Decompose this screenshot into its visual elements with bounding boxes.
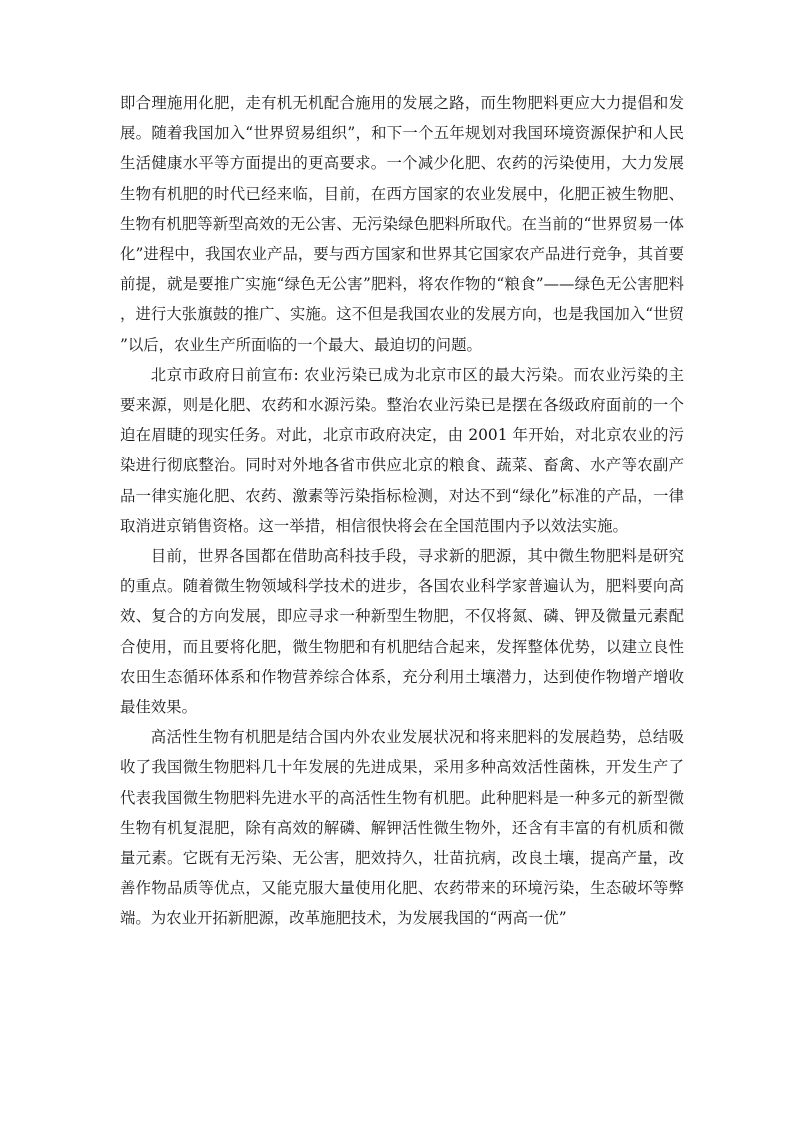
paragraph-beijing-pollution: 北京市政府日前宣布: 农业污染已成为北京市区的最大污染。而农业污染的主要来源，则是化肥、农药和水源污染。整治农业污染已是摆在各级政府面前的一个迫在眉睫的现实任务。对此，北京市政府决定，由 2001 年开始，对北京农业的污染进行彻底整治。同时对外地各省市供应北京的粮食、蔬菜、畜禽、水产等农副产品一律实施化肥、农药、激素等污染指标检测，对达不到“绿化”标准的产品，一律取消进京销售资格。这一举措，相信很快将会在全国范围内予以效法实施。 xyxy=(120,365,684,535)
document-body xyxy=(120,88,684,934)
paragraph-microbial-fertilizer: 目前，世界各国都在借助高科技手段，寻求新的肥源，其中微生物肥料是研究的重点。随着微生物领域科学技术的进步，各国农业科学家普遍认为，肥料要向高效、复合的方向发展，即应寻求一种新型生物肥，不仅将氮、磷、钾及微量元素配合使用，而且要将化肥，微生物肥和有机肥结合起来，发挥整体优势，以建立良性农田生态循环体系和作物营养综合体系，充分利用土壤潜力，达到使作物增产增收最佳效果。 xyxy=(120,547,684,717)
paragraph-continuation: 即合理施用化肥，走有机无机配合施用的发展之路，而生物肥料更应大力提倡和发展。随着我国加入“世界贸易组织”，和下一个五年规划对我国环境资源保护和人民生活健康水平等方面提出的更高要求。一个减少化肥、农药的污染使用，大力发展生物有机肥的时代已经来临，目前，在西方国家的农业发展中，化肥正被生物肥、生物有机肥等新型高效的无公害、无污染绿色肥料所取代。在当前的“世界贸易一体化”进程中，我国农业产品，要与西方国家和世界其它国家农产品进行竞争，其首要前提，就是要推广实施“绿色无公害”肥料，将农作物的“粮食”——绿色无公害肥料，进行大张旗鼓的推广、实施。这不但是我国农业的发展方向，也是我国加入“世贸”以后，农业生产所面临的一个最大、最迫切的问题。 xyxy=(120,94,684,354)
paragraph-bio-organic-fertilizer: 高活性生物有机肥是结合国内外农业发展状况和将来肥料的发展趋势，总结吸收了我国微生物肥料几十年发展的先进成果，采用多种高效活性菌株，开发生产了代表我国微生物肥料先进水平的高活性生物有机肥。此种肥料是一种多元的新型微生物有机复混肥，除有高效的解磷、解钾活性微生物外，还含有丰富的有机质和微量元素。它既有无污染、无公害，肥效持久，壮苗抗病，改良土壤，提高产量，改善作物品质等优点，又能克服大量使用化肥、农药带来的环境污染，生态破坏等弊端。为农业开拓新肥源，改革施肥技术，为发展我国的“两高一优” xyxy=(120,728,684,928)
